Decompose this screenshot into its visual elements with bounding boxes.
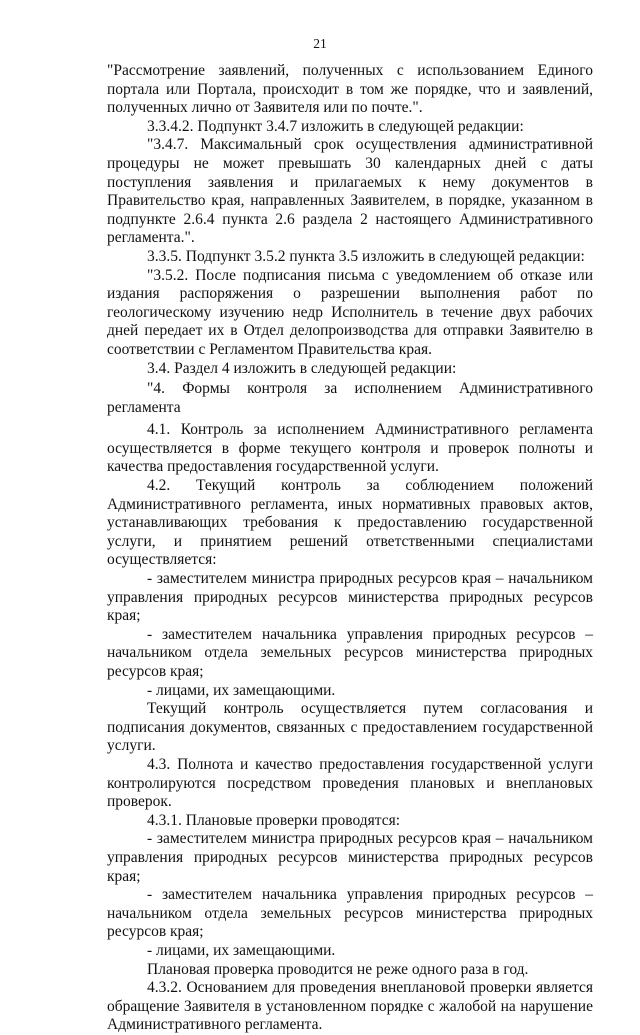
list-item: - лицами, их замещающими. bbox=[147, 681, 336, 699]
paragraph: 4.2. Текущий контроль за соблюдением положений Административного регламента, иных нормативных правовых актов, устанавливающих требования к предоставлению государственной услуги, и принятием решений ответственными специалистами осуществляется: bbox=[107, 477, 593, 569]
list-item: - лицами, их замещающими. bbox=[147, 941, 336, 959]
paragraph: 4.1. Контроль за исполнением Административного регламента осуществляется в форме текущего контроля и проверок полноты и качества предоставления государственной услуги. bbox=[107, 421, 593, 476]
list-item: - заместителем начальника управления природных ресурсов – начальником отдела земельных ресурсов министерства природных ресурсов края; bbox=[107, 886, 593, 941]
paragraph: Текущий контроль осуществляется путем согласования и подписания документов, связанных с предоставлением государственной услуги. bbox=[107, 700, 593, 755]
section-heading: "4. Формы контроля за исполнением Административного регламента bbox=[107, 380, 593, 416]
page-number: 21 bbox=[313, 36, 327, 51]
paragraph: 4.3. Полнота и качество предоставления государственной услуги контролируются посредством проведения плановых и внеплановых проверок. bbox=[107, 755, 593, 811]
paragraph: 4.3.2. Основанием для проведения внеплановой проверки является обращение Заявителя в установленном порядке с жалобой на нарушение Административного регламента. bbox=[107, 979, 593, 1034]
paragraph: "3.4.7. Максимальный срок осуществления административной процедуры не может превышать 30 календарных дней с даты поступления заявления и прилагаемых к нему документов в Правительство края, направленных Заявителем, в порядке, указанном в подпункте 2.6.4 пункта 2.6 раздела 2 настоящего Административного регламента.". bbox=[107, 136, 593, 247]
paragraph: 3.4. Раздел 4 изложить в следующей редакции: bbox=[147, 359, 457, 377]
paragraph: 3.3.5. Подпункт 3.5.2 пункта 3.5 изложить в следующей редакции: bbox=[147, 247, 585, 265]
paragraph: 4.3.1. Плановые проверки проводятся: bbox=[147, 811, 401, 829]
paragraph: "Рассмотрение заявлений, полученных с использованием Единого портала или Портала, происходит в том же порядке, что и заявлений, полученных лично от Заявителя или по почте.". bbox=[107, 62, 593, 117]
list-item: - заместителем министра природных ресурсов края – начальником управления природных ресурсов министерства природных ресурсов края; bbox=[107, 570, 593, 625]
paragraph: "3.5.2. После подписания письма с уведомлением об отказе или издания распоряжения о разрешении выполнения работ по геологическому изучению недр Исполнитель в течение двух рабочих дней передает их в Отдел делопроизводства для отправки Заявителю в соответствии с Регламентом Правительства края. bbox=[107, 266, 593, 358]
paragraph: 3.3.4.2. Подпункт 3.4.7 изложить в следующей редакции: bbox=[147, 117, 524, 135]
paragraph: Плановая проверка проводится не реже одного раза в год. bbox=[147, 960, 529, 978]
list-item: - заместителем начальника управления природных ресурсов – начальником отдела земельных ресурсов министерства природных ресурсов края; bbox=[107, 625, 593, 680]
list-item: - заместителем министра природных ресурсов края – начальником управления природных ресурсов министерства природных ресурсов края; bbox=[107, 830, 593, 885]
document-body bbox=[107, 62, 593, 1035]
